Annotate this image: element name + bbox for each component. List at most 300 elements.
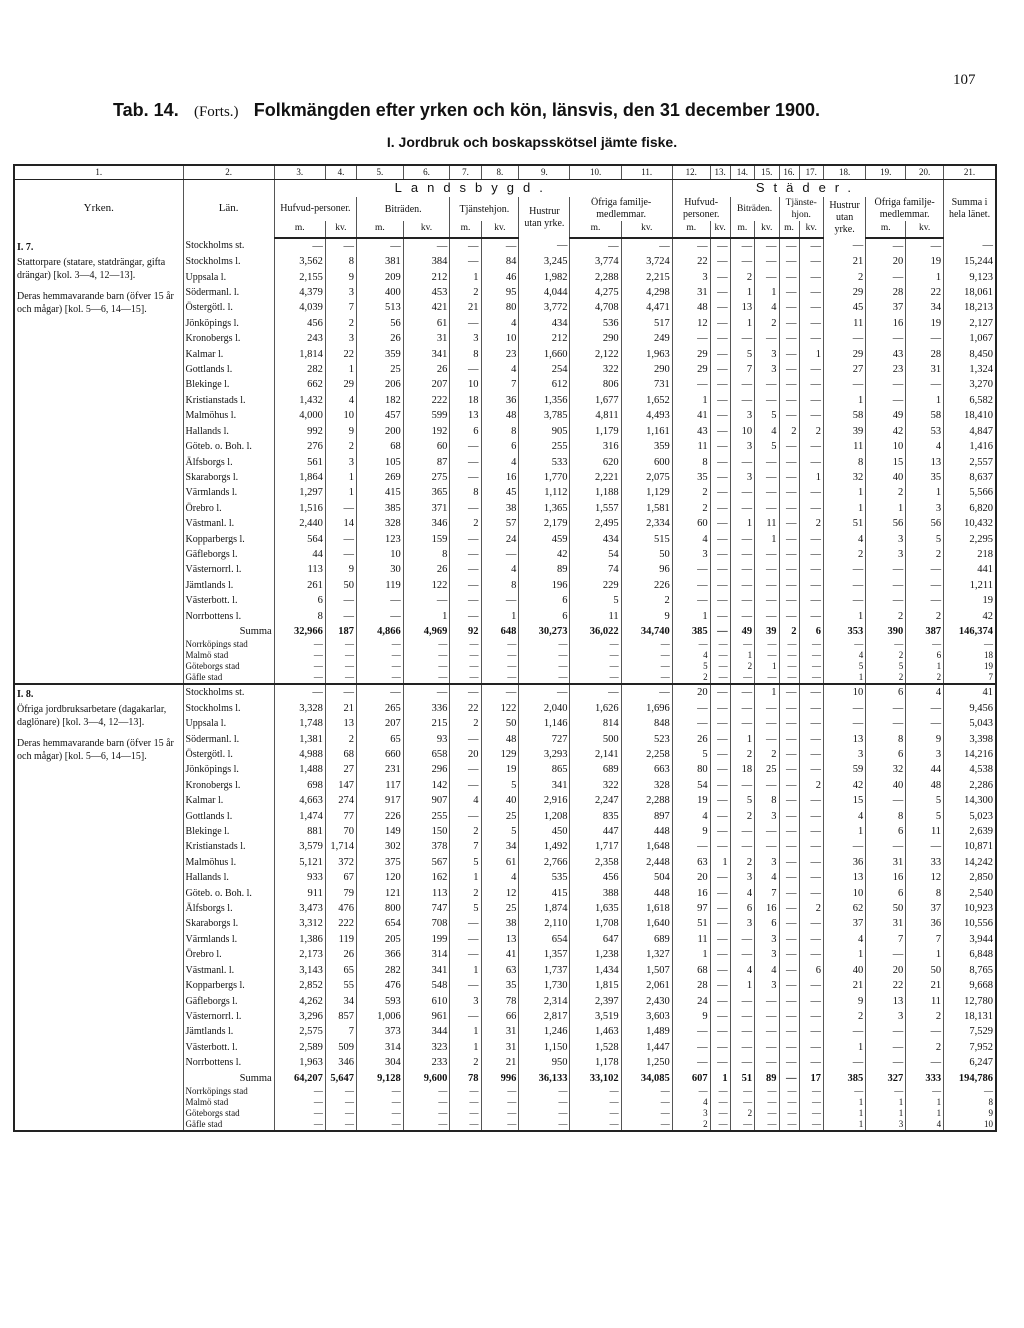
table-cell: 22: [866, 978, 906, 993]
column-number: 3.: [274, 165, 325, 180]
table-cell: 41: [944, 684, 996, 700]
table-cell: —: [450, 672, 481, 684]
table-cell: 365: [403, 485, 450, 500]
table-cell: 517: [621, 316, 672, 331]
table-cell: 2,817: [519, 1009, 570, 1024]
table-cell: —: [710, 870, 730, 885]
table-cell: 9,456: [944, 701, 996, 716]
table-cell: 43: [672, 424, 710, 439]
summary-cell: 32,966: [274, 624, 325, 639]
table-cell: 3,603: [621, 1009, 672, 1024]
page-number: 107: [953, 72, 976, 88]
county-name: Göteb. o. Boh. l.: [183, 439, 274, 454]
table-cell: 1,626: [570, 701, 621, 716]
table-cell: —: [570, 672, 621, 684]
summary-cell: 17: [799, 1071, 823, 1086]
table-cell: 27: [325, 762, 356, 777]
gender-m-header: m.: [450, 221, 481, 237]
table-cell: 2,448: [621, 855, 672, 870]
table-cell: —: [779, 562, 799, 577]
table-cell: 5: [570, 593, 621, 608]
table-cell: —: [519, 1108, 570, 1119]
table-cell: —: [799, 701, 823, 716]
table-cell: 4,988: [274, 747, 325, 762]
table-cell: 5: [906, 793, 944, 808]
table-cell: 22: [672, 254, 710, 269]
county-name: Kalmar l.: [183, 347, 274, 362]
table-cell: 18,410: [944, 408, 996, 423]
table-cell: —: [779, 254, 799, 269]
summary-cell: 9,600: [403, 1071, 450, 1086]
table-cell: 415: [519, 886, 570, 901]
table-cell: 5,043: [944, 716, 996, 731]
table-cell: 20: [672, 870, 710, 885]
table-cell: —: [403, 1108, 450, 1119]
table-cell: —: [710, 347, 730, 362]
county-name: Norrbottens l.: [183, 609, 274, 624]
occupation-children-description: Deras hemmavarande barn (öfver 15 år och mågar) [kol. 5—6, 14—15].: [17, 738, 174, 763]
table-cell: 275: [403, 470, 450, 485]
table-cell: 1: [906, 1108, 944, 1119]
table-cell: 8,765: [944, 963, 996, 978]
table-cell: 689: [570, 762, 621, 777]
table-cell: 3,270: [944, 377, 996, 392]
table-cell: 57: [481, 516, 519, 531]
table-cell: 1: [906, 393, 944, 408]
table-cell: —: [799, 1040, 823, 1055]
table-cell: 7: [755, 886, 779, 901]
table-cell: —: [570, 661, 621, 672]
table-cell: 5: [823, 661, 865, 672]
table-cell: 907: [403, 793, 450, 808]
county-name: Södermanl. l.: [183, 285, 274, 300]
table-cell: 1: [710, 855, 730, 870]
table-cell: 84: [481, 254, 519, 269]
table-cell: 11: [672, 439, 710, 454]
table-cell: —: [570, 639, 621, 650]
table-cell: —: [357, 1086, 404, 1097]
table-cell: —: [403, 684, 450, 700]
table-cell: 59: [823, 762, 865, 777]
table-cell: —: [710, 439, 730, 454]
gender-kv-header: kv.: [325, 221, 356, 237]
table-cell: —: [450, 650, 481, 661]
table-cell: —: [779, 793, 799, 808]
county-name: Blekinge l.: [183, 377, 274, 392]
table-cell: 1,864: [274, 470, 325, 485]
county-name: Kronobergs l.: [183, 778, 274, 793]
gender-m-header: m.: [570, 221, 621, 237]
table-cell: —: [357, 661, 404, 672]
table-cell: 10: [481, 331, 519, 346]
table-cell: 7: [866, 932, 906, 947]
table-cell: 6: [866, 747, 906, 762]
table-cell: —: [779, 978, 799, 993]
table-cell: 27: [823, 362, 865, 377]
table-cell: 31: [866, 855, 906, 870]
county-name: Götеb. o. Boh. l.: [183, 886, 274, 901]
table-cell: 182: [357, 393, 404, 408]
table-cell: —: [481, 1086, 519, 1097]
table-cell: —: [799, 455, 823, 470]
table-cell: —: [357, 1108, 404, 1119]
table-cell: —: [450, 1009, 481, 1024]
table-cell: —: [799, 501, 823, 516]
table-cell: —: [799, 809, 823, 824]
table-cell: —: [357, 672, 404, 684]
table-cell: —: [710, 684, 730, 700]
table-cell: 1: [823, 947, 865, 962]
city-name: Malmö stad: [183, 1097, 274, 1108]
table-cell: 2: [672, 485, 710, 500]
table-cell: 34: [481, 839, 519, 854]
table-cell: 55: [325, 978, 356, 993]
table-cell: 78: [481, 994, 519, 1009]
gender-m-header: m.: [779, 221, 799, 237]
table-cell: 2: [325, 316, 356, 331]
table-cell: 2,295: [944, 532, 996, 547]
table-cell: 290: [570, 331, 621, 346]
table-cell: —: [403, 1086, 450, 1097]
table-cell: —: [710, 963, 730, 978]
table-cell: —: [866, 1055, 906, 1070]
table-cell: 3,519: [570, 1009, 621, 1024]
table-cell: 7: [481, 377, 519, 392]
table-cell: 226: [357, 809, 404, 824]
table-cell: 129: [481, 747, 519, 762]
table-cell: 122: [403, 578, 450, 593]
county-name: Malmöhus l.: [183, 855, 274, 870]
table-cell: 814: [570, 716, 621, 731]
table-cell: 120: [357, 870, 404, 885]
summary-cell: 39: [755, 624, 779, 639]
table-cell: 4: [481, 562, 519, 577]
table-cell: 10: [325, 408, 356, 423]
table-cell: —: [779, 1108, 799, 1119]
table-cell: 3,473: [274, 901, 325, 916]
table-cell: 4: [672, 809, 710, 824]
table-cell: —: [357, 609, 404, 624]
summa-header: Summa i hela länet.: [944, 180, 996, 238]
table-cell: 12: [672, 316, 710, 331]
table-cell: —: [866, 1086, 906, 1097]
table-cell: 3: [823, 747, 865, 762]
table-cell: —: [730, 238, 754, 254]
table-cell: —: [481, 1119, 519, 1131]
table-cell: —: [621, 650, 672, 661]
table-cell: 10: [730, 424, 754, 439]
table-cell: 13: [481, 932, 519, 947]
table-cell: 6: [730, 901, 754, 916]
table-cell: 1,963: [621, 347, 672, 362]
table-cell: 2: [450, 886, 481, 901]
table-cell: 142: [403, 778, 450, 793]
table-number: Tab. 14.: [113, 100, 179, 120]
table-cell: 992: [274, 424, 325, 439]
table-cell: 1,386: [274, 932, 325, 947]
table-cell: 1: [672, 947, 710, 962]
table-cell: 448: [621, 824, 672, 839]
continued-label: (Forts.): [193, 104, 239, 120]
table-cell: 50: [481, 716, 519, 731]
summary-cell: 146,374: [944, 624, 996, 639]
table-cell: —: [799, 1119, 823, 1131]
table-cell: 1: [730, 732, 754, 747]
table-cell: 2: [325, 732, 356, 747]
county-name: Västmanl. l.: [183, 963, 274, 978]
table-cell: —: [519, 684, 570, 700]
table-cell: 4,298: [621, 285, 672, 300]
table-cell: —: [519, 1097, 570, 1108]
table-cell: 119: [325, 932, 356, 947]
table-cell: 336: [403, 701, 450, 716]
gender-kv-header: kv.: [710, 221, 730, 237]
table-cell: 1,677: [570, 393, 621, 408]
table-cell: 1,730: [519, 978, 570, 993]
table-cell: 1,660: [519, 347, 570, 362]
table-cell: 5: [906, 532, 944, 547]
table-cell: 50: [325, 578, 356, 593]
table-cell: —: [799, 684, 823, 700]
table-cell: 2: [730, 809, 754, 824]
table-cell: 2: [866, 672, 906, 684]
table-cell: 8: [450, 347, 481, 362]
table-cell: 21: [481, 1055, 519, 1070]
table-cell: 6: [866, 684, 906, 700]
table-cell: —: [730, 932, 754, 947]
table-cell: 1: [906, 485, 944, 500]
table-cell: 119: [357, 578, 404, 593]
table-cell: 45: [481, 485, 519, 500]
county-name: Skaraborgs l.: [183, 470, 274, 485]
table-cell: —: [710, 300, 730, 315]
table-cell: 1,463: [570, 1024, 621, 1039]
table-cell: 3: [672, 547, 710, 562]
table-cell: 4,811: [570, 408, 621, 423]
table-cell: 1,696: [621, 701, 672, 716]
table-cell: 1,516: [274, 501, 325, 516]
table-cell: 80: [481, 300, 519, 315]
table-cell: 4: [906, 439, 944, 454]
table-cell: 2,589: [274, 1040, 325, 1055]
table-cell: —: [672, 716, 710, 731]
county-name: Östergötl. l.: [183, 300, 274, 315]
table-cell: 848: [621, 716, 672, 731]
table-cell: 1,748: [274, 716, 325, 731]
table-cell: 5: [730, 347, 754, 362]
table-cell: 3: [730, 408, 754, 423]
table-cell: 384: [403, 254, 450, 269]
table-cell: 20: [672, 684, 710, 700]
table-cell: —: [450, 578, 481, 593]
table-cell: —: [730, 547, 754, 562]
table-cell: 654: [357, 916, 404, 931]
table-cell: 56: [357, 316, 404, 331]
table-cell: —: [450, 661, 481, 672]
table-cell: 8: [755, 793, 779, 808]
table-cell: —: [866, 393, 906, 408]
table-cell: —: [823, 701, 865, 716]
table-cell: —: [799, 1086, 823, 1097]
table-cell: 3: [730, 439, 754, 454]
column-number-row: [14, 165, 996, 180]
ovriga-stader-header: Öfriga familje-medlemmar.: [866, 197, 944, 221]
table-cell: 15: [823, 793, 865, 808]
table-cell: 10: [823, 886, 865, 901]
table-cell: 476: [357, 978, 404, 993]
table-cell: 2,179: [519, 516, 570, 531]
table-cell: 1: [450, 963, 481, 978]
table-cell: 54: [570, 547, 621, 562]
summary-cell: 385: [823, 1071, 865, 1086]
table-cell: —: [799, 870, 823, 885]
table-cell: 2,430: [621, 994, 672, 1009]
table-cell: —: [325, 593, 356, 608]
table-cell: 4: [325, 393, 356, 408]
table-cell: 6,820: [944, 501, 996, 516]
table-cell: —: [755, 1024, 779, 1039]
table-cell: —: [325, 501, 356, 516]
table-cell: —: [730, 593, 754, 608]
table-cell: 1,557: [570, 501, 621, 516]
table-cell: —: [799, 855, 823, 870]
table-cell: —: [779, 732, 799, 747]
table-cell: —: [799, 439, 823, 454]
table-cell: —: [730, 824, 754, 839]
summary-cell: 327: [866, 1071, 906, 1086]
county-name: Örebro l.: [183, 947, 274, 962]
table-cell: 6: [481, 439, 519, 454]
table-cell: —: [325, 609, 356, 624]
table-cell: 32: [866, 762, 906, 777]
table-cell: 2: [866, 609, 906, 624]
table-cell: —: [823, 562, 865, 577]
table-cell: 4,847: [944, 424, 996, 439]
table-cell: 67: [325, 870, 356, 885]
table-cell: 322: [570, 778, 621, 793]
table-cell: 12,780: [944, 994, 996, 1009]
table-cell: 31: [672, 285, 710, 300]
column-number: 16.: [779, 165, 799, 180]
table-cell: 1: [823, 393, 865, 408]
table-cell: 53: [906, 424, 944, 439]
table-cell: —: [710, 562, 730, 577]
table-cell: 304: [357, 1055, 404, 1070]
table-cell: 60: [672, 516, 710, 531]
table-cell: 11: [906, 824, 944, 839]
table-cell: 4: [755, 963, 779, 978]
table-cell: 2,258: [621, 747, 672, 762]
table-cell: —: [519, 1119, 570, 1131]
table-cell: 48: [481, 408, 519, 423]
table-cell: —: [403, 238, 450, 254]
table-cell: 10,556: [944, 916, 996, 931]
table-cell: —: [799, 377, 823, 392]
table-cell: 1,717: [570, 839, 621, 854]
table-cell: —: [450, 609, 481, 624]
table-cell: —: [799, 578, 823, 593]
table-cell: —: [570, 1097, 621, 1108]
table-cell: 1,188: [570, 485, 621, 500]
table-cell: —: [906, 377, 944, 392]
table-cell: —: [710, 532, 730, 547]
table-cell: 29: [672, 347, 710, 362]
table-cell: —: [357, 650, 404, 661]
table-cell: —: [519, 238, 570, 254]
table-cell: 95: [481, 285, 519, 300]
table-cell: 49: [866, 408, 906, 423]
table-cell: 647: [570, 932, 621, 947]
county-name: Jämtlands l.: [183, 578, 274, 593]
table-cell: 3,579: [274, 839, 325, 854]
table-cell: —: [823, 839, 865, 854]
table-cell: 21: [450, 300, 481, 315]
table-cell: 4: [481, 870, 519, 885]
table-cell: 117: [357, 778, 404, 793]
table-cell: —: [730, 1024, 754, 1039]
table-cell: 865: [519, 762, 570, 777]
table-cell: 548: [403, 978, 450, 993]
table-cell: —: [450, 809, 481, 824]
table-cell: 54: [672, 778, 710, 793]
table-cell: —: [710, 331, 730, 346]
table-cell: 9: [906, 732, 944, 747]
table-cell: —: [450, 1108, 481, 1119]
table-cell: 265: [357, 701, 404, 716]
table-cell: —: [755, 1108, 779, 1119]
table-cell: 9: [325, 562, 356, 577]
table-cell: —: [450, 1086, 481, 1097]
table-cell: 24: [481, 532, 519, 547]
table-cell: —: [866, 377, 906, 392]
table-cell: —: [779, 1009, 799, 1024]
table-cell: —: [866, 578, 906, 593]
table-cell: 4: [672, 1097, 710, 1108]
table-cell: 2,540: [944, 886, 996, 901]
table-cell: 121: [357, 886, 404, 901]
table-cell: —: [450, 362, 481, 377]
table-cell: —: [403, 1097, 450, 1108]
table-cell: —: [779, 578, 799, 593]
hufvudpersoner-stader-header: Hufvud-personer.: [672, 197, 730, 221]
table-cell: —: [672, 1086, 710, 1097]
table-cell: 2,155: [274, 270, 325, 285]
table-cell: —: [325, 639, 356, 650]
table-cell: —: [779, 362, 799, 377]
table-cell: 10: [450, 377, 481, 392]
table-cell: 12: [481, 886, 519, 901]
city-name: Göteborgs stad: [183, 661, 274, 672]
table-cell: —: [570, 684, 621, 700]
table-cell: —: [710, 994, 730, 1009]
landsbygd-header: [274, 180, 672, 198]
table-cell: —: [481, 661, 519, 672]
table-cell: —: [450, 684, 481, 700]
table-cell: —: [799, 672, 823, 684]
table-cell: —: [823, 716, 865, 731]
table-cell: 835: [570, 809, 621, 824]
table-cell: —: [779, 516, 799, 531]
column-number: 2.: [183, 165, 274, 180]
table-cell: —: [779, 701, 799, 716]
table-cell: 1,874: [519, 901, 570, 916]
table-cell: 68: [357, 439, 404, 454]
county-name: Norrbottens l.: [183, 1055, 274, 1070]
table-cell: 5: [866, 661, 906, 672]
table-cell: 1,982: [519, 270, 570, 285]
table-cell: 2: [672, 1119, 710, 1131]
column-number: 4.: [325, 165, 356, 180]
